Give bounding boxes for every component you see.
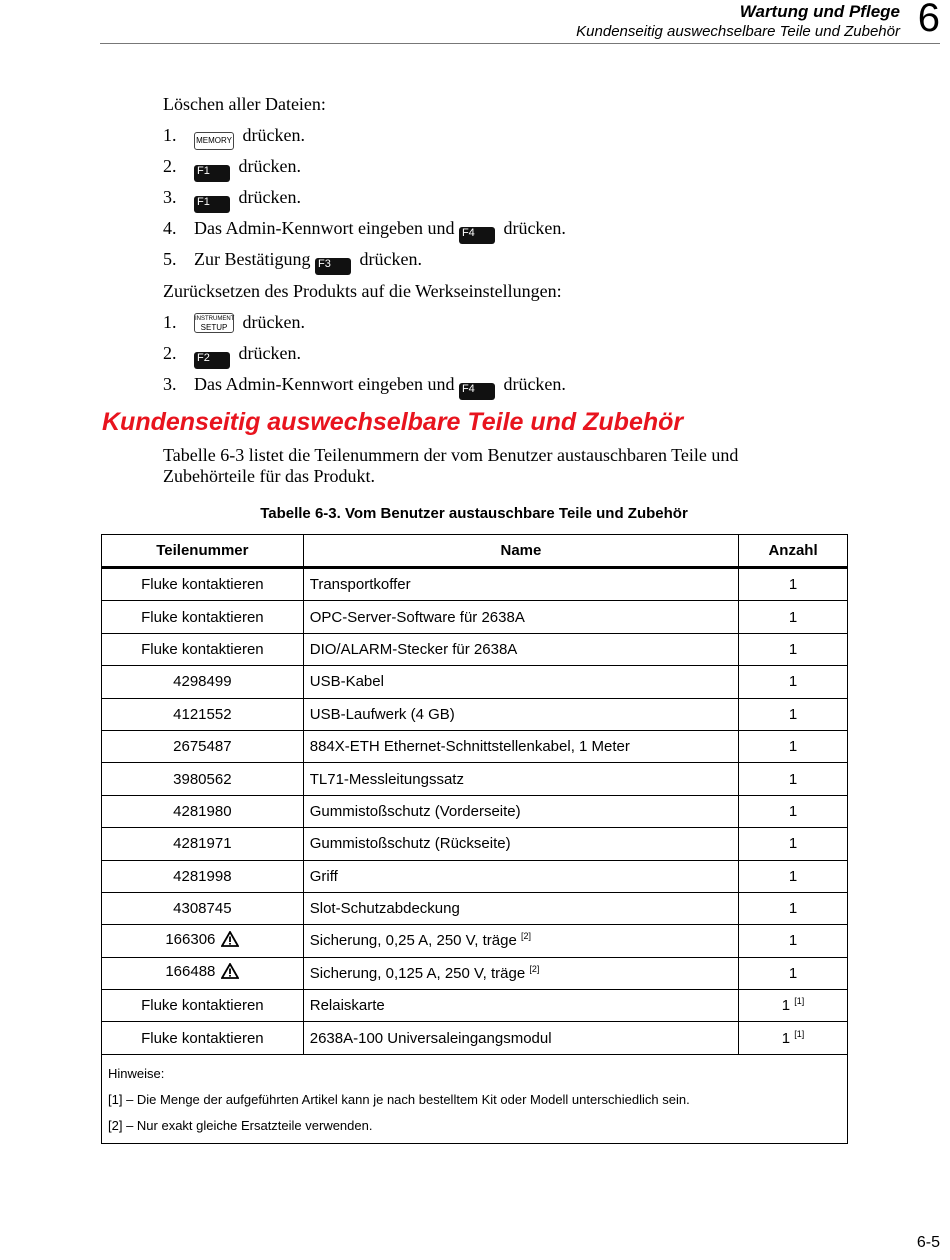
table-header-row: [102, 535, 848, 568]
f2-key-icon: F2: [194, 352, 230, 369]
table-row: [102, 990, 848, 1022]
quantity-cell: 1: [739, 795, 848, 827]
note-item: [1] – Die Menge der aufgeführten Artikel kann je nach bestelltem Kit oder Modell unterschiedlich sein.: [108, 1091, 690, 1107]
footnote-ref: [2]: [529, 963, 540, 974]
chapter-title: Wartung und Pflege: [739, 2, 900, 21]
section-heading: Kundenseitig auswechselbare Teile und Zubehör: [102, 408, 684, 436]
reset-step-2: 2. F2 drücken.: [163, 343, 301, 369]
name-cell: Griff: [303, 860, 738, 892]
part-number-cell: 4308745: [102, 892, 304, 924]
quantity-cell: 1: [739, 860, 848, 892]
table-row: [102, 860, 848, 892]
quantity-cell: 1: [739, 666, 848, 698]
delete-step-1: 1. MEMORY drücken.: [163, 125, 305, 150]
part-number-cell: 4298499: [102, 666, 304, 698]
quantity-cell: 1: [739, 892, 848, 924]
table-row: [102, 633, 848, 665]
table-row: [102, 763, 848, 795]
table-row: [102, 925, 848, 957]
name-cell: Transportkoffer: [303, 568, 738, 601]
memory-key-icon: MEMORY: [194, 132, 234, 150]
quantity-cell: 1: [739, 763, 848, 795]
delete-step-2: 2. F1 drücken.: [163, 156, 301, 182]
warning-triangle-icon: [221, 931, 239, 951]
part-number-cell: 3980562: [102, 763, 304, 795]
instrument-setup-key-icon: INSTRUMENT SETUP: [194, 313, 234, 333]
quantity-cell: 1: [739, 601, 848, 633]
quantity-cell: 1 [1]: [739, 1022, 848, 1054]
table-notes-row: [102, 1054, 848, 1143]
delete-step-4: 4. Das Admin-Kennwort eingeben und F4 drücken.: [163, 218, 566, 244]
table-row: [102, 828, 848, 860]
quantity-cell: 1: [739, 568, 848, 601]
quantity-cell: 1: [739, 698, 848, 730]
name-cell: Gummistoßschutz (Rückseite): [303, 828, 738, 860]
quantity-cell: 1: [739, 633, 848, 665]
footnote-ref: [1]: [794, 1028, 805, 1039]
table-row: [102, 730, 848, 762]
footnote-ref: [2]: [521, 931, 532, 942]
f1-key-icon: F1: [194, 196, 230, 213]
quantity-cell: 1 [1]: [739, 990, 848, 1022]
name-cell: OPC-Server-Software für 2638A: [303, 601, 738, 633]
quantity-cell: 1: [739, 730, 848, 762]
f4-key-icon: F4: [459, 383, 495, 400]
f4-key-icon: F4: [459, 227, 495, 244]
name-cell: 2638A-100 Universaleingangsmodul: [303, 1022, 738, 1054]
name-cell: Slot-Schutzabdeckung: [303, 892, 738, 924]
part-number-cell: 4281998: [102, 860, 304, 892]
delete-step-3: 3. F1 drücken.: [163, 187, 301, 213]
notes-label: Hinweise:: [108, 1065, 165, 1081]
page-number: 6-5: [916, 1234, 940, 1251]
column-header-part-number: Teilenummer: [102, 535, 304, 568]
name-cell: TL71-Messleitungssatz: [303, 763, 738, 795]
footnote-ref: [1]: [794, 996, 805, 1007]
part-number-cell: Fluke kontaktieren: [102, 1022, 304, 1054]
f1-key-icon: F1: [194, 165, 230, 182]
part-number-cell: 166488: [102, 957, 304, 989]
chapter-number: 6: [917, 0, 940, 40]
part-number-cell: 2675487: [102, 730, 304, 762]
name-cell: DIO/ALARM-Stecker für 2638A: [303, 633, 738, 665]
table-row: [102, 666, 848, 698]
part-number-cell: Fluke kontaktieren: [102, 601, 304, 633]
part-number-cell: Fluke kontaktieren: [102, 568, 304, 601]
part-number-cell: 4281980: [102, 795, 304, 827]
quantity-cell: 1: [739, 925, 848, 957]
reset-step-3: 3. Das Admin-Kennwort eingeben und F4 drücken.: [163, 374, 566, 400]
name-cell: Sicherung, 0,125 A, 250 V, träge [2]: [303, 957, 738, 989]
reset-step-1: 1. INSTRUMENT SETUP drücken.: [163, 312, 305, 332]
part-number-cell: Fluke kontaktieren: [102, 633, 304, 665]
column-header-quantity: Anzahl: [739, 535, 848, 568]
parts-table: [101, 534, 848, 1144]
name-cell: 884X-ETH Ethernet-Schnittstellenkabel, 1 Meter: [303, 730, 738, 762]
table-row: [102, 698, 848, 730]
factory-reset-intro: Zurücksetzen des Produkts auf die Werkseinstellungen:: [163, 281, 562, 301]
table-row: [102, 568, 848, 601]
section-intro: Tabelle 6-3 listet die Teilenummern der vom Benutzer austauschbaren Teile und Zubehörteile für das Produkt.: [163, 445, 739, 486]
name-cell: USB-Kabel: [303, 666, 738, 698]
f3-key-icon: F3: [315, 258, 351, 275]
part-number-cell: 166306: [102, 925, 304, 957]
table-notes: [102, 1054, 848, 1143]
table-row: [102, 795, 848, 827]
note-item: [2] – Nur exakt gleiche Ersatzteile verwenden.: [108, 1117, 373, 1133]
part-number-cell: 4121552: [102, 698, 304, 730]
name-cell: USB-Laufwerk (4 GB): [303, 698, 738, 730]
table-caption: Tabelle 6-3. Vom Benutzer austauschbare Teile und Zubehör: [260, 505, 688, 522]
table-row: [102, 601, 848, 633]
table-row: [102, 892, 848, 924]
warning-triangle-icon: [221, 963, 239, 983]
column-header-name: Name: [303, 535, 738, 568]
part-number-cell: 4281971: [102, 828, 304, 860]
quantity-cell: 1: [739, 957, 848, 989]
name-cell: Sicherung, 0,25 A, 250 V, träge [2]: [303, 925, 738, 957]
delete-step-5: 5. Zur Bestätigung F3 drücken.: [163, 249, 422, 275]
table-row: [102, 1022, 848, 1054]
delete-files-intro: Löschen aller Dateien:: [163, 94, 326, 114]
quantity-cell: 1: [739, 828, 848, 860]
part-number-cell: Fluke kontaktieren: [102, 990, 304, 1022]
table-row: [102, 957, 848, 989]
section-running-title: Kundenseitig auswechselbare Teile und Zubehör: [576, 23, 900, 40]
header-rule: [100, 43, 940, 44]
name-cell: Relaiskarte: [303, 990, 738, 1022]
name-cell: Gummistoßschutz (Vorderseite): [303, 795, 738, 827]
